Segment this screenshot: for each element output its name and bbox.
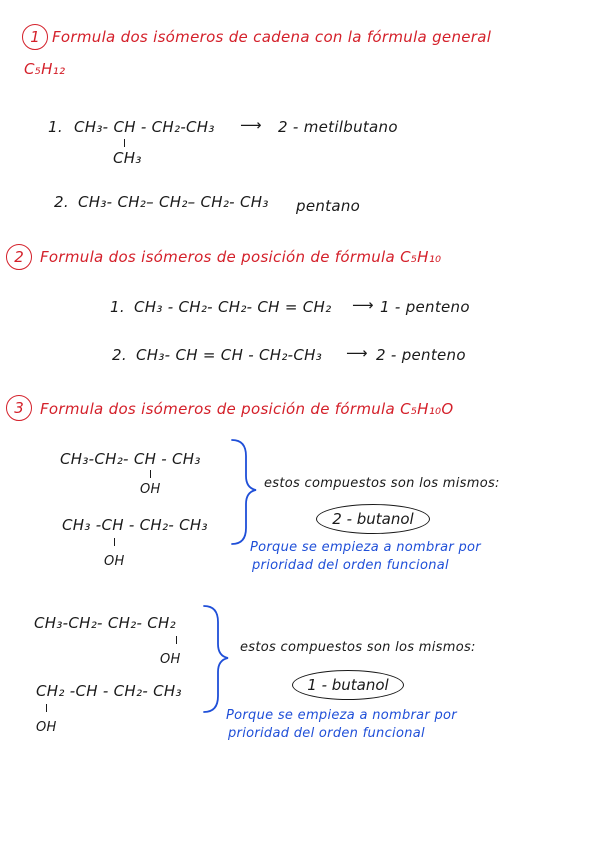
section-3-number: 3 bbox=[6, 395, 32, 421]
g1-chain-a: CH₃-CH₂- CH - CH₃ bbox=[60, 450, 201, 468]
s1-item-1-arrow: ⟶ bbox=[240, 116, 262, 134]
s1-item-2-name: pentano bbox=[296, 197, 361, 215]
section-1-title: Formula dos isómeros de cadena con la fórmula general bbox=[52, 28, 492, 46]
s2-item-1-name: 1 - penteno bbox=[380, 298, 470, 316]
s1-item-2-number: 2. bbox=[54, 193, 69, 211]
g2-chain-b: CH₂ -CH - CH₂- CH₃ bbox=[36, 682, 182, 700]
section-3-title: Formula dos isómeros de posición de fórmula C₅H₁₀O bbox=[40, 400, 454, 418]
g1-answer: 2 - butanol bbox=[316, 504, 430, 534]
s1-item-1-name: 2 - metilbutano bbox=[278, 118, 398, 136]
s2-item-2-name: 2 - penteno bbox=[376, 346, 466, 364]
g2-answer: 1 - butanol bbox=[292, 670, 404, 700]
s2-item-1-chain: CH₃ - CH₂- CH₂- CH = CH₂ bbox=[134, 298, 332, 316]
g2-note: estos compuestos son los mismos: bbox=[240, 640, 476, 655]
g1-because-line2: prioridad del orden funcional bbox=[252, 558, 449, 573]
section-2-title: Formula dos isómeros de posición de fórmula C₅H₁₀ bbox=[40, 248, 442, 266]
g2-curly-brace bbox=[204, 606, 228, 712]
g1-because-line1: Porque se empieza a nombrar por bbox=[250, 540, 481, 555]
s2-item-1-arrow: ⟶ bbox=[352, 296, 374, 314]
g1-chain-a-oh: OH bbox=[140, 482, 161, 497]
g1-curly-brace bbox=[232, 440, 256, 544]
s1-item-1-number: 1. bbox=[48, 118, 63, 136]
g1-chain-b: CH₃ -CH - CH₂- CH₃ bbox=[62, 516, 208, 534]
g2-chain-a-oh: OH bbox=[160, 652, 181, 667]
g2-chain-b-oh: OH bbox=[36, 720, 57, 735]
g2-chain-a: CH₃-CH₂- CH₂- CH₂ bbox=[34, 614, 176, 632]
s1-item-2-chain: CH₃- CH₂– CH₂– CH₂- CH₃ bbox=[78, 193, 269, 211]
section-1-number: 1 bbox=[22, 24, 48, 50]
s1-item-1-chain: CH₃- CH - CH₂-CH₃ bbox=[74, 118, 215, 136]
s2-item-2-number: 2. bbox=[112, 346, 127, 364]
s2-item-1-number: 1. bbox=[110, 298, 125, 316]
section-2-number: 2 bbox=[6, 244, 32, 270]
g1-chain-b-oh: OH bbox=[104, 554, 125, 569]
g1-note: estos compuestos son los mismos: bbox=[264, 476, 500, 491]
s2-item-2-chain: CH₃- CH = CH - CH₂-CH₃ bbox=[136, 346, 323, 364]
g2-because-line1: Porque se empieza a nombrar por bbox=[226, 708, 457, 723]
g2-because-line2: prioridad del orden funcional bbox=[228, 726, 425, 741]
section-1-formula: C₅H₁₂ bbox=[24, 60, 66, 78]
s2-item-2-arrow: ⟶ bbox=[346, 344, 368, 362]
s1-item-1-branch: CH₃ bbox=[113, 149, 142, 167]
